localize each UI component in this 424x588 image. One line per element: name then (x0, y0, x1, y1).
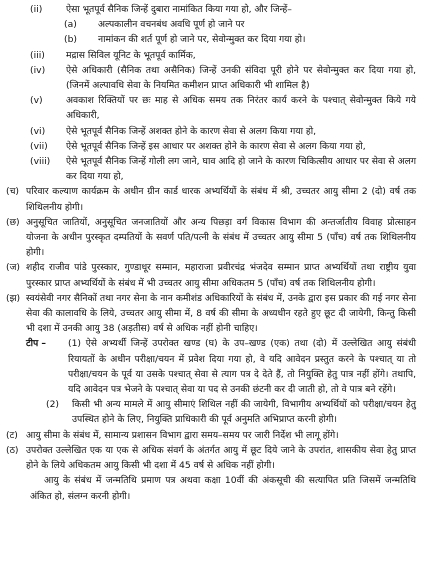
list-item (6, 17, 416, 32)
list-item (6, 48, 416, 63)
item-text: आयु सीमा के संबंध में, सामान्य प्रशासन विभाग द्वारा समय–समय पर जारी निर्देश भी लागू होंगे। (26, 429, 339, 441)
list-item (6, 215, 416, 261)
list-item (6, 139, 416, 154)
list-item (6, 291, 416, 337)
note-item (6, 397, 416, 427)
item-text: स्वयंसेवी नगर सैनिकों तथा नगर सेना के नान कमीशंड अधिकारियों के संबंध में, उनके द्वारा इस प्रकार की गई नगर सेना सेवा की कालावधि के लिये, उच्चतर आयु सीमा में, 8 वर्ष की सीमा के अध्यधीन रहते हुए छूट दी जायेगी, किन्तु किसी भी दशा में उनकी आयु 38 (अड़तीस) वर्ष से अधिक नहीं होनी चाहिए। (26, 292, 416, 335)
item-text: परिवार कल्याण कार्यक्रम के अधीन ग्रीन कार्ड धारक अभ्यर्थियों के संबंध में श्री, उच्चतर आयु सीमा 2 (दो) वर्ष तक शिथिलनीय होगी। (26, 186, 416, 213)
item-number: (ट) (6, 429, 18, 441)
list-item (6, 32, 416, 47)
item-number: (झ) (6, 292, 21, 304)
list-item (6, 124, 416, 139)
item-number: (iv) (30, 64, 46, 76)
item-number: (च) (6, 186, 20, 198)
item-text: अल्पकालीन वचनबंध अवधि पूर्ण हो जाने पर (98, 19, 245, 31)
list-item (6, 260, 416, 290)
item-number: (छ) (6, 216, 20, 228)
list-item (6, 428, 416, 443)
item-number: (viii) (30, 156, 51, 168)
closing-paragraph: आयु के संबंध में जन्मतिथि प्रमाण पत्र अथवा कक्षा 10वीं की अंकसूची की सत्यापित प्रति जिसमें जन्मतिथि अंकित हो, संलग्न करनी होगी। (30, 475, 416, 502)
list-item (6, 184, 416, 214)
item-text: ऐसे अधिकारी (सैनिक तथा असैनिक) जिन्हें उनकी संविदा पूरी होने पर सेवोन्मुक्त कर दिया गया हो, (जिनमें अल्पावधि सेवा के नियमित कमीशन प्राप्त अधिकारी भी शामिल है) (66, 64, 416, 92)
item-number: (iii) (30, 49, 45, 61)
item-number: (v) (30, 95, 43, 107)
list-item (6, 93, 416, 123)
note-text: किसी भी अन्य मामले में आयु सीमाएं शिथिल नहीं की जायेगी, विभागीय अभ्यर्थियों को परीक्षा/चयन हेतु उपस्थित होने के लिए, नियुक्ति प्राधिकारी की पूर्व अनुमति अभिप्राप्त करनी होगी। (72, 399, 416, 426)
item-text: ऐसे भूतपूर्व सैनिक जिन्हें अशक्त होने के कारण सेवा से अलग किया गया हो, (66, 125, 317, 137)
item-text: नामांकन की शर्त पूर्ण हो जाने पर, सेवोन्मुक्त कर दिया गया हो। (98, 34, 306, 46)
list-item (6, 154, 416, 184)
item-text: शहीद राजीव पांडे पुरस्कार, गुण्डाधूर सम्मान, महाराजा प्रवीरचंद्र भंजदेव सम्मान प्राप्त अभ्यर्थियों तथा राष्ट्रीय युवा पुरस्कार प्राप्त अभ्यर्थियों के संबंध में भी उच्चतर आयु सीमा अधिकतम 5 (पाँच) वर्ष तक शिथिलनीय होगी। (26, 262, 416, 289)
item-text: ऐसा भूतपूर्व सैनिक जिन्हें दुबारा नामांकित किया गया हो, और जिन्हें– (66, 4, 292, 15)
item-number: (vii) (30, 140, 48, 152)
note-text: (1) ऐसे अभ्यर्थी जिन्हें उपरोक्त खण्ड (घ) के उप–खण्ड (एक) तथा (दो) में उल्लेखित आयु संबंधी रियायतों के अधीन परीक्षा/चयन में प्रवेश दिया गया हो, वे यदि आवेदन प्रस्तुत करने के पश्चात् या तो परीक्षा/चयन के पूर्व या उसके पश्चात् सेवा से त्याग पत्र दे देते हैं, तो नियुक्ति हेतु पात्र नहीं होंगे। तथापि, यदि आवेदन पत्र भेजने के पश्चात् सेवा या पद से उनकी छंटनी कर दी जाती हो, तो वे पात्र बने रहेंगे। (68, 338, 416, 396)
item-number: (a) (64, 19, 77, 31)
item-number: (ठ) (6, 444, 19, 456)
item-number: (b) (64, 34, 78, 46)
item-number: (vi) (30, 125, 46, 137)
item-text: ऐसे भूतपूर्व सैनिक जिन्हें इस आधार पर अशक्त होने के कारण सेवा से अलग किया गया हो, (66, 140, 366, 152)
item-text: मद्रास सिविल यूनिट के भूतपूर्व कार्मिक, (66, 49, 196, 61)
note-label: टीप – (26, 338, 47, 350)
list-item (6, 63, 416, 93)
item-text: उपरोक्त उल्लेखित एक या एक से अधिक संवर्ग के अंतर्गत आयु में छूट दिये जाने के उपरांत, शासकीय सेवा हेतु प्राप्त होने के लिये अधिकतम आयु किसी भी दशा में 45 वर्ष से अधिक नहीं होगी। (26, 444, 416, 472)
item-number: (ज) (6, 262, 20, 274)
list-item (6, 2, 416, 17)
item-text: अवकाश रिक्तियों पर छः माह से अधिक समय तक निरंतर कार्य करने के पश्चात् सेवोन्मुक्त किये गये अधिकारी, (66, 95, 416, 122)
item-text: अनुसूचित जातियों, अनुसूचित जनजातियों और अन्य पिछड़ा वर्ग विकास विभाग की अन्तर्जातीय विवाह प्रोत्साहन योजना के अधीन पुरस्कृत दम्पतियों के सवर्ण पति/पत्नी के संबंध में उच्चतर आयु सीमा 5 (पाँच) वर्ष तक शिथिलनीय होगी। (26, 216, 416, 259)
item-number: (ii) (30, 4, 43, 15)
note-item (6, 336, 416, 397)
list-item (6, 443, 416, 473)
item-text: ऐसे भूतपूर्व सैनिक जिन्हें गोली लग जाने, घाव आदि हो जाने के कारण चिकित्सीय आधार पर सेवा से अलग कर दिया गया हो, (66, 156, 416, 183)
note-number: (2) (46, 399, 60, 411)
